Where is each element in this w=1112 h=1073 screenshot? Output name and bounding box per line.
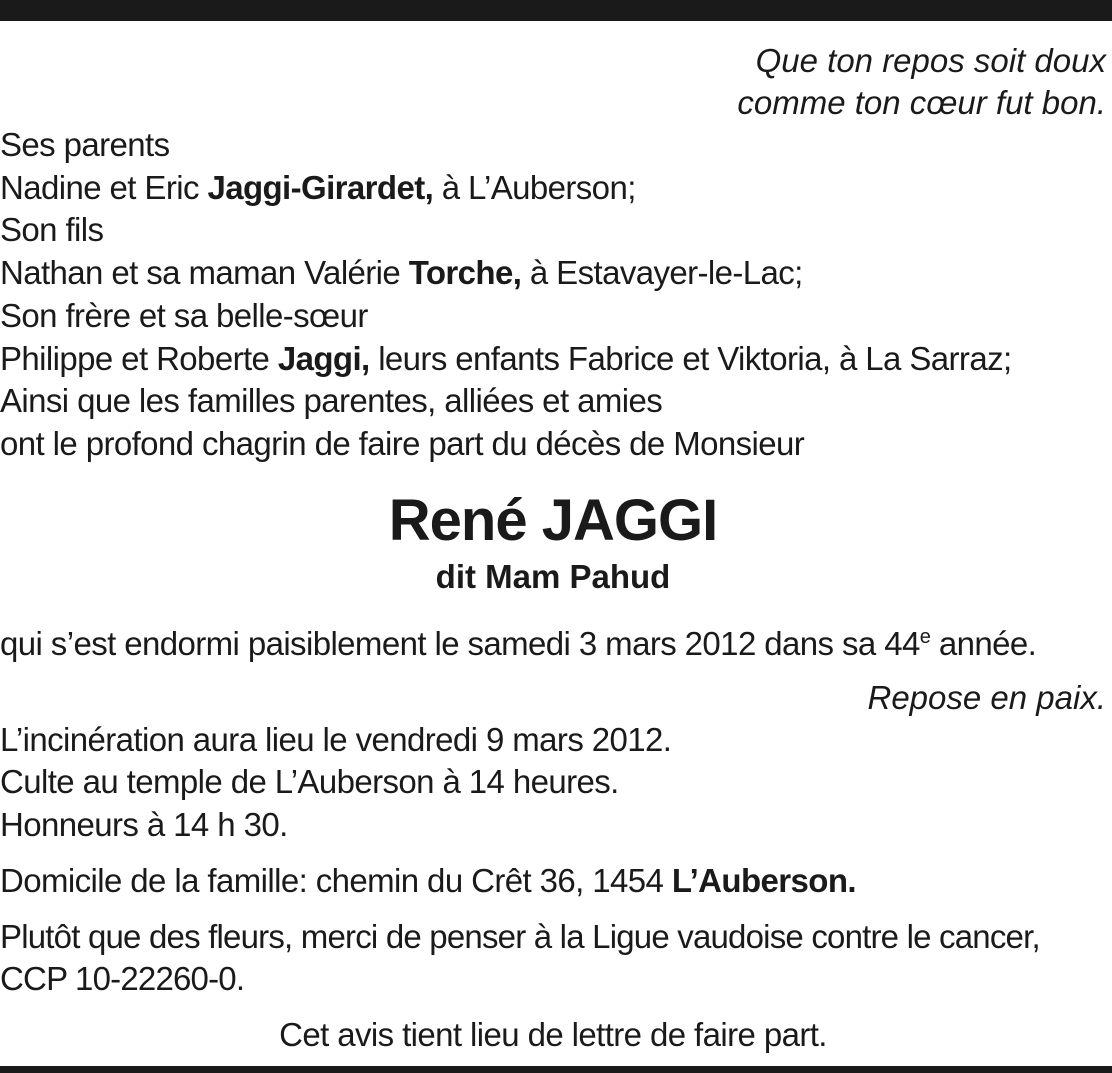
son-name: Torche,	[408, 254, 522, 292]
bottom-rule	[0, 1066, 1112, 1073]
domicile-line	[0, 860, 1106, 902]
obituary-notice	[0, 40, 1106, 1056]
death-text-pre: qui s’est endormi paisiblement le samedi 3 mars 2012 dans sa 44	[0, 624, 920, 662]
closing-line: Cet avis tient lieu de lettre de faire part.	[279, 1016, 827, 1054]
parents-name: Jaggi-Girardet,	[207, 168, 434, 206]
funeral-line-2: Culte au temple de L’Auberson à 14 heures.	[0, 763, 619, 801]
brother-name: Jaggi,	[277, 339, 370, 377]
brother-line	[0, 338, 1106, 381]
death-line	[0, 616, 1106, 665]
flowers-note	[0, 916, 1106, 1000]
son-post: à Estavayer-le-Lac;	[521, 254, 803, 292]
family-list	[0, 124, 1106, 466]
brother-label: Son frère et sa belle-sœur	[0, 296, 368, 334]
parents-label: Ses parents	[0, 126, 170, 163]
epigraph	[0, 40, 1106, 124]
brother-post: leurs enfants Fabrice et Viktoria, à La Sarraz;	[369, 339, 1012, 377]
son-label: Son fils	[0, 211, 104, 249]
announce-line: ont le profond chagrin de faire part du décès de Monsieur	[0, 424, 805, 462]
deceased-name: René JAGGI	[388, 487, 718, 553]
domicile-pre: Domicile de la famille: chemin du Crêt 36, 1454	[0, 862, 672, 900]
funeral-line-1: L’incinération aura lieu le vendredi 9 mars 2012.	[0, 720, 672, 758]
flowers-line-1: Plutôt que des fleurs, merci de penser à la Ligue vaudoise contre le cancer,	[0, 918, 1040, 956]
parents-post: à L’Auberson;	[433, 168, 636, 206]
parents-pre: Nadine et Eric	[0, 168, 208, 206]
repose-line: Repose en paix.	[867, 678, 1106, 716]
deceased-nickname: dit Mam Pahud	[435, 557, 671, 595]
brother-pre: Philippe et Roberte	[0, 339, 278, 377]
top-rule	[0, 0, 1112, 21]
others-line: Ainsi que les familles parentes, alliées et amies	[0, 382, 663, 420]
flowers-line-2: CCP 10-22260-0.	[0, 960, 245, 998]
parents-line	[0, 167, 1106, 210]
domicile-place: L’Auberson.	[671, 862, 856, 900]
epigraph-line-2: comme ton cœur fut bon.	[737, 84, 1106, 121]
son-pre: Nathan et sa maman Valérie	[0, 254, 409, 292]
epigraph-line-1: Que ton repos soit doux	[755, 42, 1106, 79]
funeral-line-3: Honneurs à 14 h 30.	[0, 805, 288, 843]
death-text-post: année.	[930, 624, 1037, 662]
son-line	[0, 252, 1106, 295]
death-text-sup: e	[919, 625, 931, 648]
funeral-details	[0, 719, 1106, 847]
